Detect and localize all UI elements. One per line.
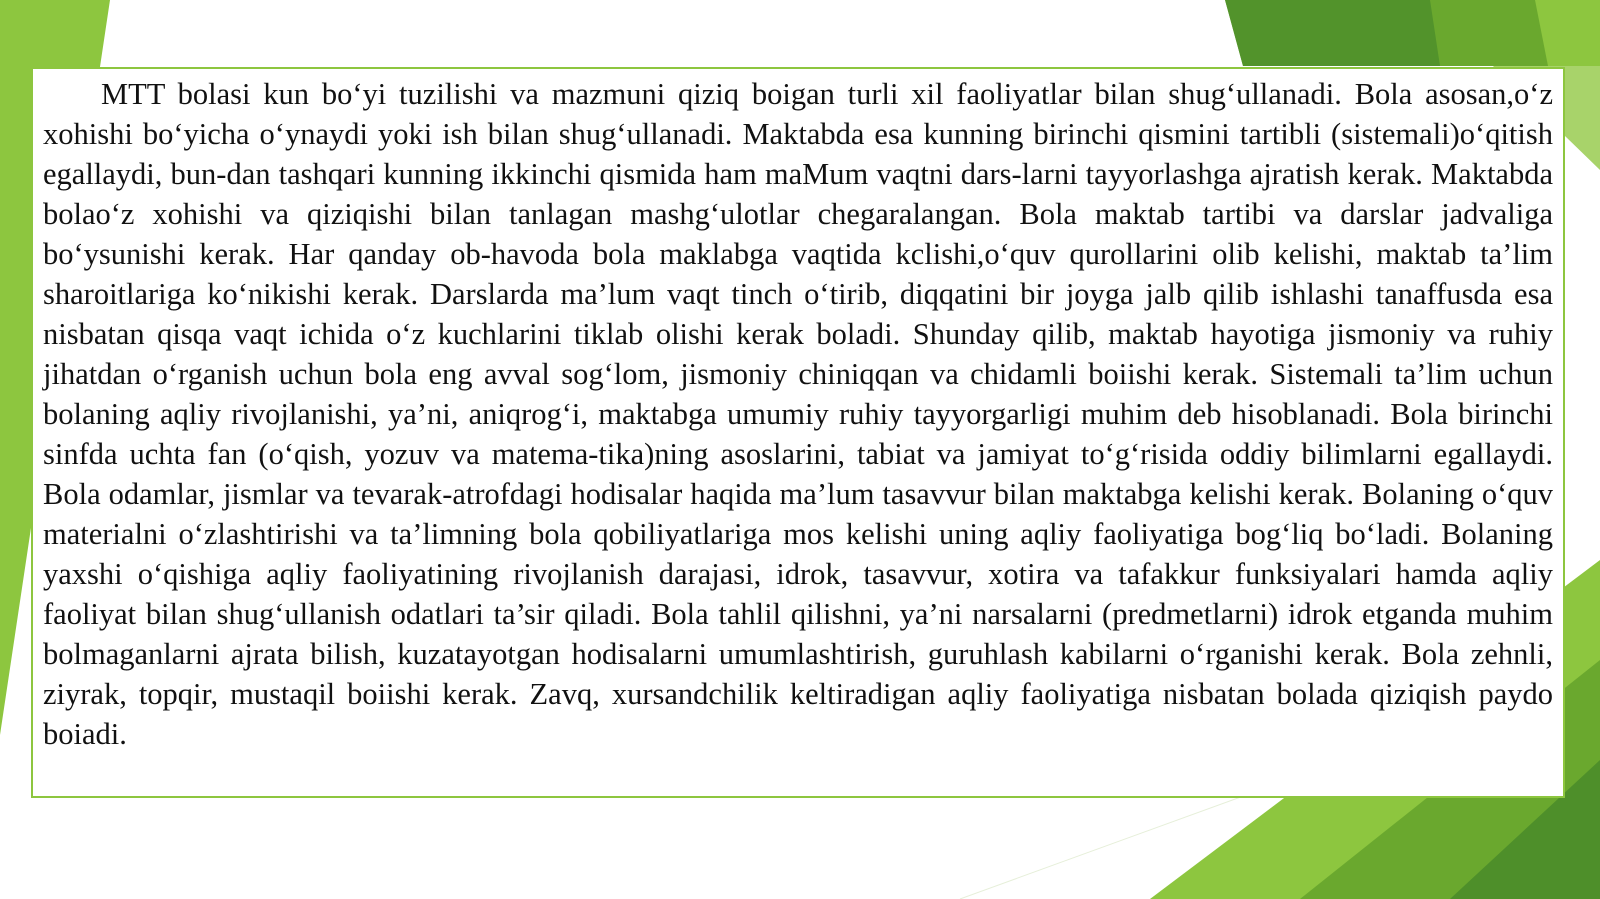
top-right-dark-shape xyxy=(1225,0,1440,66)
body-text-box xyxy=(31,67,1565,798)
body-paragraph: MTT bolasi kun boʻyi tuzilishi va mazmuni qiziq boigan turli xil faoliyatlar bilan shugʻullanadi. Bola asosan,oʻz xohishi boʻyicha oʻynaydi yoki ish bilan shugʻullanadi. Maktabda esa kunning birinchi qismini tartibli (sistemali)oʻqitish egallaydi, bun-dan tashqari kunning ikkinchi qismida ham maMum vaqtni dars-larni tayyorlashga ajratish kerak. Maktabda bolaoʻz xohishi va qiziqishi bilan tanlagan mashgʻulotlar chegaralangan. Bola maktab tartibi va darslar jadvaliga boʻysunishi kerak. Har qanday ob-havoda bola maklabga vaqtida kclishi,oʻquv qurollarini olib kelishi, maktab ta’lim sharoitlariga koʻnikishi kerak. Darslarda ma’lum vaqt tinch oʻtirib, diqqatini bir joyga jalb qilib ishlashi tanaffusda esa nisbatan qisqa vaqt ichida oʻz kuchlarini tiklab olishi kerak boladi. Shunday qilib, maktab hayotiga jismoniy va ruhiy jihatdan oʻrganish uchun bola eng avval sogʻlom, jismoniy chiniqqan va chidamli boiishi kerak. Sistemali ta’lim uchun bolaning aqliy rivojlanishi, ya’ni, aniqrogʻi, maktabga umumiy ruhiy tayyorgarligi muhim deb hisoblanadi. Bola birinchi sinfda uchta fan (oʻqish, yozuv va matema-tika)ning asoslarini, tabiat va jamiyat toʻgʻrisida oddiy bilimlarni egallaydi. Bola odamlar, jismlar va tevarak-atrofdagi hodisalar haqida ma’lum tasavvur bilan maktabga kelishi kerak. Bolaning oʻquv materialni oʻzlashtirishi va ta’limning bola qobiliyatlariga mos kelishi uning aqliy faoliyatiga bogʻliq boʻladi. Bolaning yaxshi oʻqishiga aqliy faoliyatining rivojlanish darajasi, idrok, tasavvur, xotira va tafakkur funksiyalari hamda aqliy faoliyat bilan shugʻullanish odatlari ta’sir qiladi. Bola tahlil qilishni, ya’ni narsalarni (predmetlarni) idrok etganda muhim bolmaganlarni ajrata bilish, kuzatayotgan hodisalarni umumlashtirish, guruhlash kabilarni oʻrganishi kerak. Bola zehnli, ziyrak, topqir, mustaqil boiishi kerak. Zavq, xursandchilik keltiradigan aqliy faoliyatiga nisbatan bolada qiziqish paydo boiadi. xyxy=(43,77,1553,751)
